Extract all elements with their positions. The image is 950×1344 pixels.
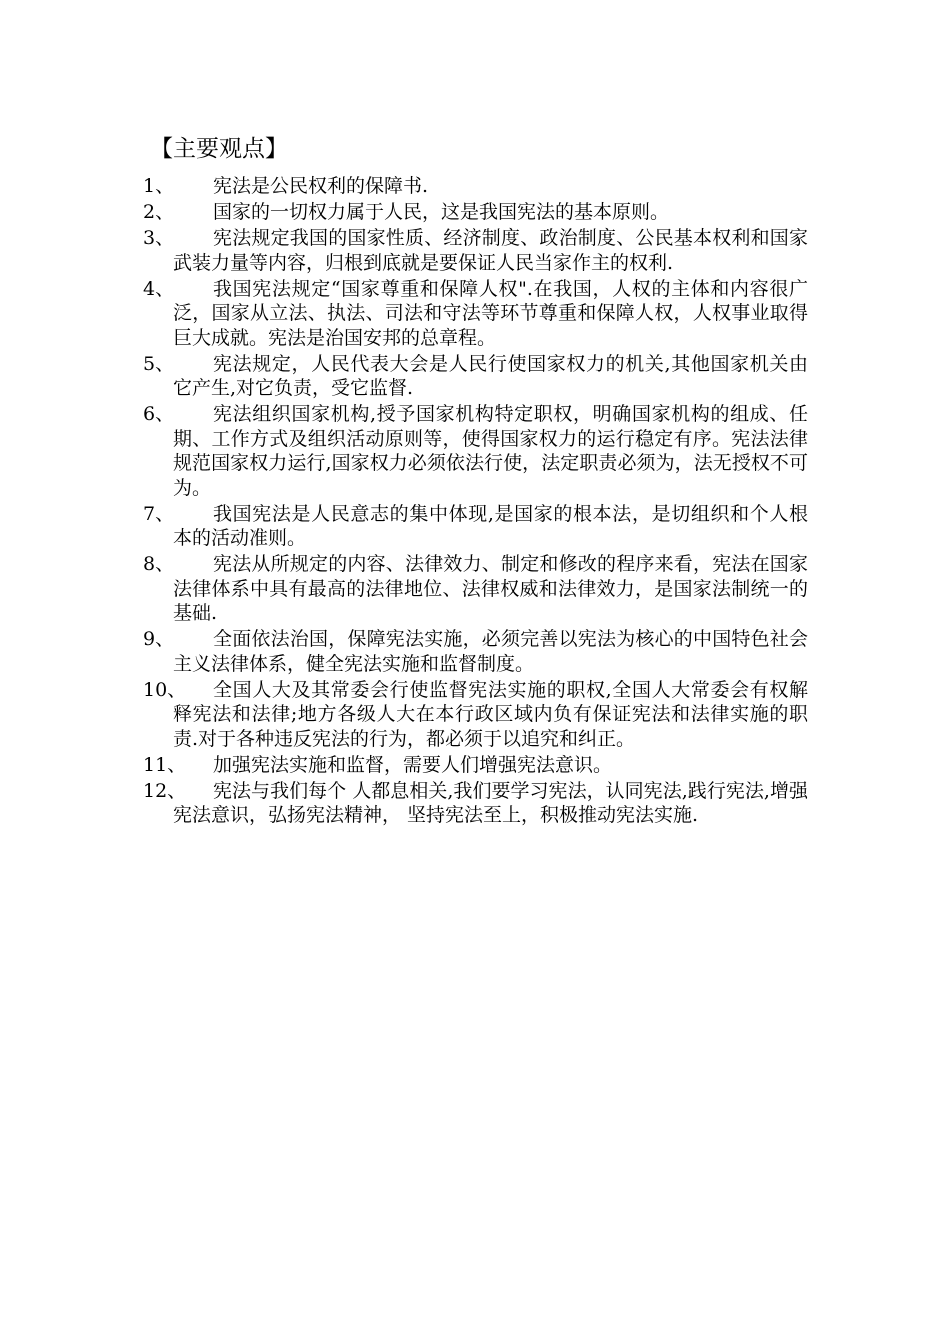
list-item — [143, 402, 808, 500]
list-item — [143, 352, 808, 401]
item-text: 宪法组织国家机构,授予国家机构特定职权，明确国家机构的组成、任期、工作方式及组织活动原则等，使得国家权力的运行稳定有序。宪法法律规范国家权力运行,国家权力必须依法行使，法定职责必须为，法无授权不可为。 — [173, 403, 808, 499]
list-item — [143, 277, 808, 351]
item-text: 国家的一切权力属于人民，这是我国宪法的基本原则。 — [213, 201, 670, 223]
item-number: 7、 — [143, 502, 175, 525]
item-number: 8、 — [143, 553, 175, 575]
item-text: 全国人大及其常委会行使监督宪法实施的职权,全国人大常委会有权解释宪法和法律;地方各级人大在本行政区域内负有保证宪法和法律实施的职责.对于各种违反宪法的行为，都必须于以追究和纠正。 — [173, 678, 808, 750]
item-text: 宪法规定我国的国家性质、经济制度、政治制度、公民基本权利和国家武装力量等内容，归根到底就是要保证人民当家作主的权利. — [173, 227, 808, 274]
item-text: 我国宪法是人民意志的集中体现,是国家的根本法，是切组织和个人根本的活动准则。 — [173, 502, 808, 549]
item-number: 3、 — [143, 227, 175, 249]
list-item — [143, 200, 808, 225]
item-text: 宪法规定，人民代表大会是人民行使国家权力的机关,其他国家机关由它产生,对它负责，受它监督. — [173, 352, 808, 399]
list-item — [143, 552, 808, 626]
item-number: 11、 — [143, 753, 187, 776]
list-item — [143, 779, 808, 828]
item-text: 加强宪法实施和监督，需要人们增强宪法意识。 — [213, 753, 613, 776]
item-number: 2、 — [143, 201, 175, 223]
list-item — [143, 753, 808, 778]
item-text: 宪法与我们每个 人都息相关,我们要学习宪法，认同宪法,践行宪法,增强宪法意识，弘扬宪法精神， 坚持宪法至上，积极推动宪法实施. — [173, 779, 808, 826]
item-number: 10、 — [143, 678, 187, 701]
item-number: 12、 — [143, 779, 187, 802]
item-text: 宪法从所规定的内容、法律效力、制定和修改的程序来看，宪法在国家法律体系中具有最高的法律地位、法律权威和法律效力，是国家法制统一的基础. — [173, 553, 808, 624]
list-item — [143, 627, 808, 676]
item-text: 全面依法治国，保障宪法实施，必须完善以宪法为核心的中国特色社会主义法律体系，健全宪法实施和监督制度。 — [173, 628, 808, 675]
item-number: 1、 — [143, 175, 175, 197]
item-number: 4、 — [143, 277, 175, 300]
item-number: 6、 — [143, 403, 175, 425]
item-number: 5、 — [143, 352, 175, 375]
key-points-list — [143, 174, 808, 829]
item-number: 9、 — [143, 628, 175, 650]
list-item — [143, 174, 808, 199]
item-text: 我国宪法规定“国家尊重和保障人权".在我国，人权的主体和内容很广泛，国家从立法、执法、司法和守法等环节尊重和保障人权，人权事业取得巨大成就。宪法是治国安邦的总章程。 — [173, 277, 808, 349]
list-item — [143, 502, 808, 551]
item-text: 宪法是公民权利的保障书. — [213, 175, 429, 197]
list-item — [143, 678, 808, 752]
list-item — [143, 226, 808, 275]
section-heading: 【主要观点】 — [150, 136, 288, 162]
